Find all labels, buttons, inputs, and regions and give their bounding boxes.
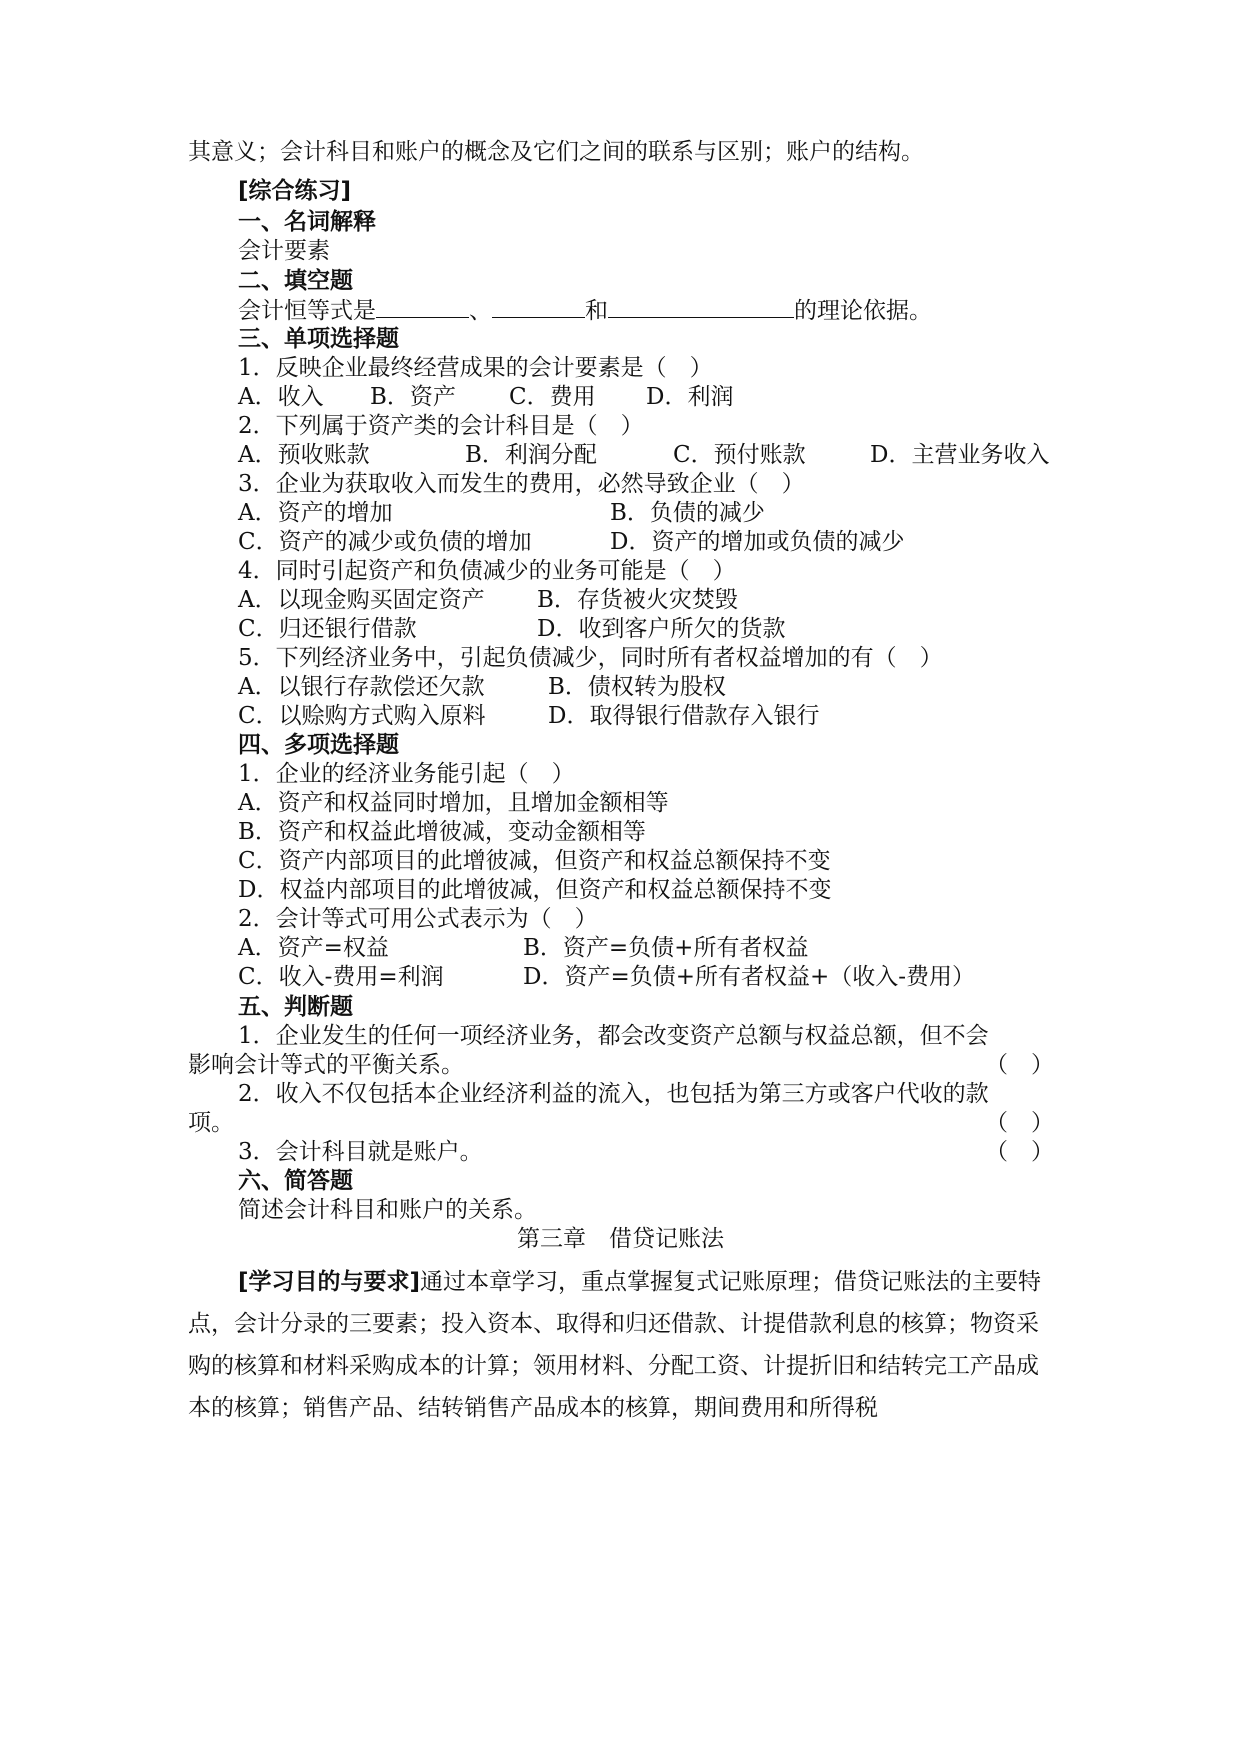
short-answer-question: 简述会计科目和账户的关系。 <box>238 1197 537 1223</box>
heading-multiple-choice: 四、多项选择题 <box>238 732 399 758</box>
definition-term: 会计要素 <box>238 238 330 264</box>
sc-q2-option-c: C．预付账款 <box>673 442 806 468</box>
sc-q1: 1．反映企业最终经营成果的会计要素是（ ） <box>238 355 713 381</box>
fill-sep1: 、 <box>469 298 492 324</box>
fill-blank-question <box>238 295 932 326</box>
sc-q5-option-c: C．以赊购方式购入原料 <box>238 703 486 729</box>
sc-q4-option-d: D．收到客户所欠的货款 <box>537 616 786 642</box>
sc-q3-option-a: A．资产的增加 <box>238 500 393 526</box>
sc-q4: 4．同时引起资产和负债减少的业务可能是（ ） <box>238 558 736 584</box>
sc-q3-option-d: D．资产的增加或负债的减少 <box>610 529 905 555</box>
sc-q1-option-d: D．利润 <box>646 384 734 410</box>
sc-q4-option-c: C．归还银行借款 <box>238 616 417 642</box>
heading-short-answer: 六、简答题 <box>238 1168 353 1194</box>
sc-q5-option-a: A．以银行存款偿还欠款 <box>238 674 485 700</box>
heading-single-choice: 三、单项选择题 <box>238 326 399 352</box>
sc-q3: 3．企业为获取收入而发生的费用，必然导致企业（ ） <box>238 471 805 497</box>
mc-q1: 1．企业的经济业务能引起（ ） <box>238 761 575 787</box>
blank-2[interactable] <box>492 295 585 318</box>
mc-q2-option-d: D．资产=负债+所有者权益+（收入-费用） <box>523 964 976 990</box>
sc-q2-option-a: A．预收账款 <box>238 442 370 468</box>
fill-before: 会计恒等式是 <box>238 298 376 324</box>
tf-q1-line1: 1．企业发生的任何一项经济业务，都会改变资产总额与权益总额，但不会 <box>238 1023 989 1049</box>
tf-q2-line1: 2．收入不仅包括本企业经济利益的流入，也包括为第三方或客户代收的款 <box>238 1081 989 1107</box>
tf-q2-line2: 项。 <box>188 1110 234 1136</box>
sc-q5: 5．下列经济业务中，引起负债减少，同时所有者权益增加的有（ ） <box>238 645 943 671</box>
intro-continuation: 其意义；会计科目和账户的概念及它们之间的联系与区别；账户的结构。 <box>188 139 924 165</box>
tf-q3-answer[interactable]: （ ） <box>985 1139 1054 1165</box>
sc-q3-option-c: C．资产的减少或负债的增加 <box>238 529 532 555</box>
blank-1[interactable] <box>376 295 469 318</box>
tf-q1-answer[interactable]: （ ） <box>985 1052 1054 1078</box>
chapter-title: 第三章 借贷记账法 <box>517 1226 724 1252</box>
tf-q3: 3．会计科目就是账户。 <box>238 1139 483 1165</box>
tf-q2-answer[interactable]: （ ） <box>985 1110 1054 1136</box>
sc-q2-option-b: B．利润分配 <box>465 442 597 468</box>
fill-sep2: 和 <box>585 298 608 324</box>
mc-q2-option-c: C．收入-费用=利润 <box>238 964 444 990</box>
sc-q1-option-b: B．资产 <box>370 384 456 410</box>
heading-fill-blank: 二、填空题 <box>238 268 353 294</box>
sc-q3-option-b: B．负债的减少 <box>610 500 765 526</box>
heading-definitions: 一、名词解释 <box>238 209 376 235</box>
mc-q1-option-d: D．权益内部项目的此增彼减，但资产和权益总额保持不变 <box>238 877 832 903</box>
heading-true-false: 五、判断题 <box>238 994 353 1020</box>
fill-after: 的理论依据。 <box>794 298 932 324</box>
mc-q2-option-a: A．资产=权益 <box>238 935 389 961</box>
sc-q4-option-a: A．以现金购买固定资产 <box>238 587 485 613</box>
sc-q2-option-d: D．主营业务收入 <box>870 442 1050 468</box>
sc-q5-option-b: B．债权转为股权 <box>548 674 726 700</box>
sc-q5-option-d: D．取得银行借款存入银行 <box>548 703 820 729</box>
sc-q4-option-b: B．存货被火灾焚毁 <box>537 587 738 613</box>
objectives-text: 通过本章学习，重点掌握复式记账原理；借贷记账法的主要特点，会计分录的三要素；投入资本、取得和归还借款、计提借款利息的核算；物资采购的核算和材料采购成本的计算；领用材料、分配工资、计提折旧和结转完工产品成本的核算；销售产品、结转销售产品成本的核算，期间费用和所得税 <box>188 1269 1042 1421</box>
mc-q2: 2．会计等式可用公式表示为（ ） <box>238 906 598 932</box>
blank-3[interactable] <box>608 295 794 318</box>
mc-q1-option-a: A．资产和权益同时增加，且增加金额相等 <box>238 790 669 816</box>
section-title: [综合练习] <box>238 178 352 204</box>
objectives-label: [学习目的与要求] <box>238 1269 421 1295</box>
sc-q1-option-a: A．收入 <box>238 384 324 410</box>
mc-q1-option-b: B．资产和权益此增彼减，变动金额相等 <box>238 819 646 845</box>
mc-q1-option-c: C．资产内部项目的此增彼减，但资产和权益总额保持不变 <box>238 848 831 874</box>
objectives-paragraph <box>188 1261 1048 1429</box>
mc-q2-option-b: B．资产=负债+所有者权益 <box>523 935 809 961</box>
sc-q1-option-c: C．费用 <box>509 384 596 410</box>
tf-q1-line2: 影响会计等式的平衡关系。 <box>188 1052 464 1078</box>
sc-q2: 2．下列属于资产类的会计科目是（ ） <box>238 413 644 439</box>
